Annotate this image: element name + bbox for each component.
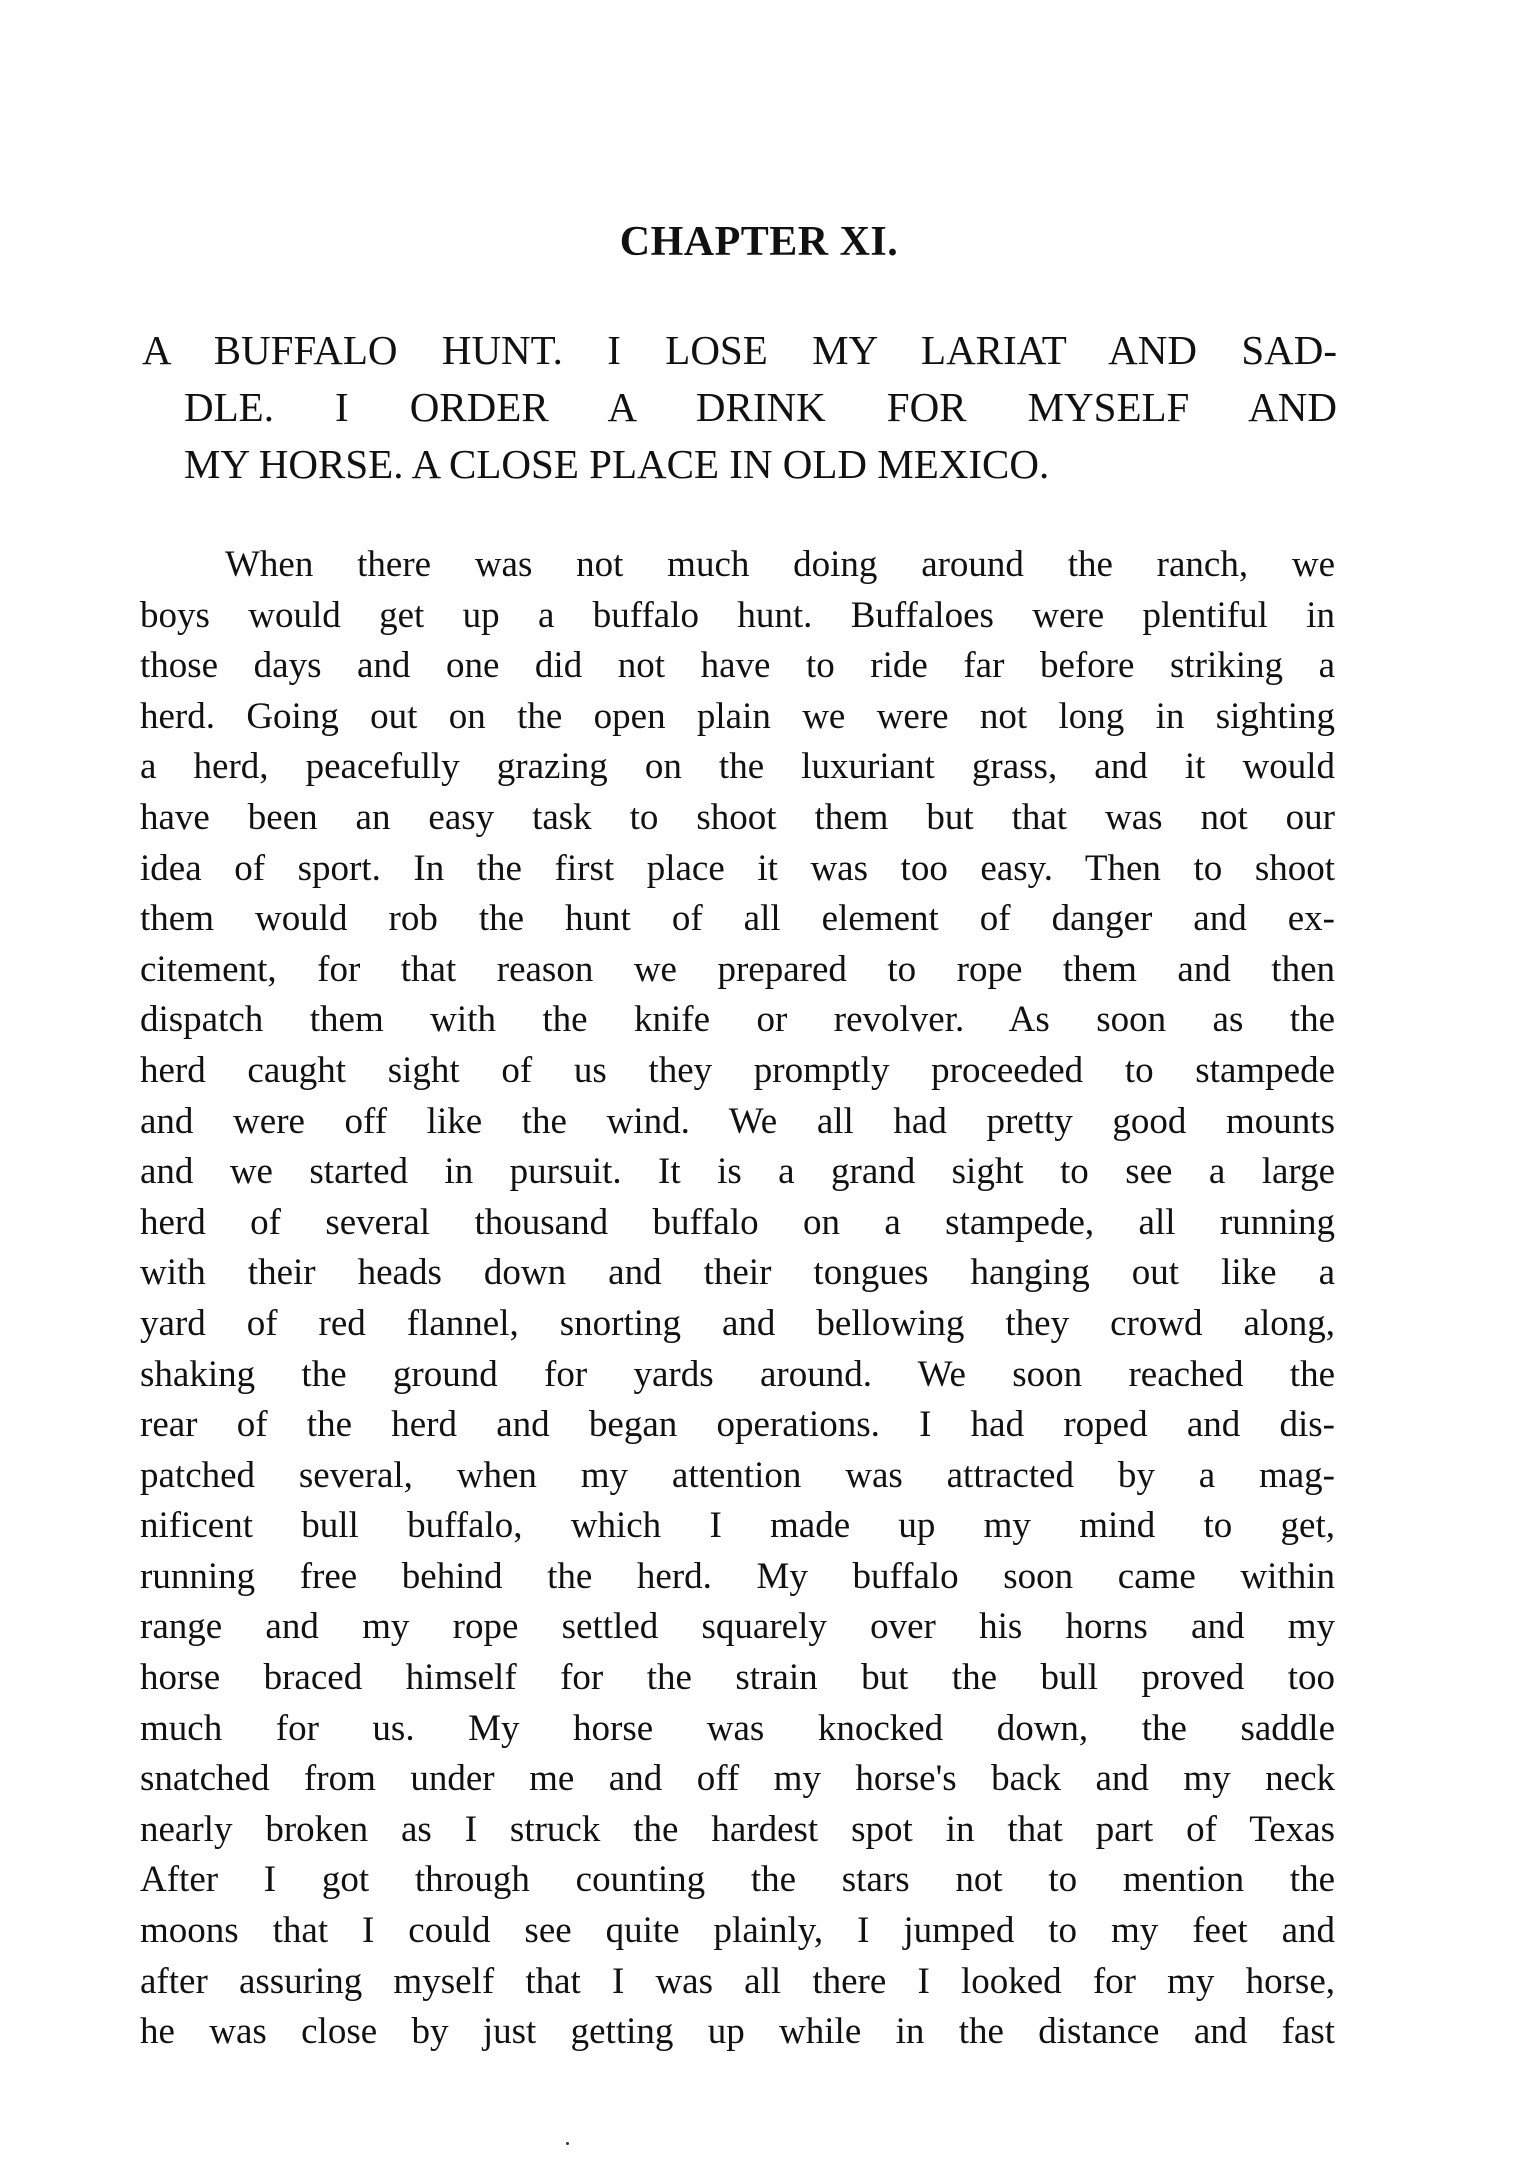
page-mark xyxy=(566,2142,569,2145)
body-text xyxy=(140,540,1335,2058)
chapter-title: CHAPTER XI. xyxy=(619,219,899,265)
text-line: After I got through counting the stars not to mention the xyxy=(140,1859,1335,1901)
text-line: them would rob the hunt of all element of danger and ex- xyxy=(140,898,1335,940)
text-line: herd of several thousand buffalo on a stampede, all running xyxy=(140,1201,1335,1243)
chapter-heading xyxy=(142,322,1337,493)
text-line: shaking the ground for yards around. We soon reached the xyxy=(140,1353,1335,1395)
text-line: a herd, peacefully grazing on the luxuriant grass, and it would xyxy=(140,746,1335,788)
text-line: herd. Going out on the open plain we were not long in sighting xyxy=(140,695,1335,737)
text-line: boys would get up a buffalo hunt. Buffaloes were plentiful in xyxy=(140,594,1335,636)
text-line: yard of red flannel, snorting and bellowing they crowd along, xyxy=(140,1302,1335,1344)
text-line: nearly broken as I struck the hardest spot in that part of Texas xyxy=(140,1808,1335,1850)
text-line: those days and one did not have to ride far before striking a xyxy=(140,645,1335,687)
text-line: and were off like the wind. We all had pretty good mounts xyxy=(140,1100,1335,1142)
text-line: idea of sport. In the first place it was too easy. Then to shoot xyxy=(140,847,1335,889)
heading-line: DLE. I ORDER A DRINK FOR MYSELF AND xyxy=(184,384,1337,430)
text-line: rear of the herd and began operations. I had roped and dis- xyxy=(140,1404,1335,1446)
text-line: horse braced himself for the strain but the bull proved too xyxy=(140,1657,1335,1699)
text-line: range and my rope settled squarely over his horns and my xyxy=(140,1606,1335,1648)
text-line: he was close by just getting up while in the distance and fast xyxy=(140,2011,1335,2053)
text-line: When there was not much doing around the ranch, we xyxy=(225,544,1335,585)
text-line: nificent bull buffalo, which I made up my mind to get, xyxy=(140,1505,1335,1547)
text-line: citement, for that reason we prepared to rope them and then xyxy=(140,948,1335,990)
text-line: with their heads down and their tongues hanging out like a xyxy=(140,1252,1335,1294)
text-line: dispatch them with the knife or revolver. As soon as the xyxy=(140,999,1335,1041)
text-line: snatched from under me and off my horse's back and my neck xyxy=(140,1758,1335,1800)
text-line: patched several, when my attention was attracted by a mag- xyxy=(140,1454,1335,1496)
heading-line: A BUFFALO HUNT. I LOSE MY LARIAT AND SAD- xyxy=(142,327,1337,373)
text-line: after assuring myself that I was all there I looked for my horse, xyxy=(140,1960,1335,2002)
text-line: moons that I could see quite plainly, I jumped to my feet and xyxy=(140,1910,1335,1952)
text-line: and we started in pursuit. It is a grand sight to see a large xyxy=(140,1151,1335,1193)
text-line: much for us. My horse was knocked down, the saddle xyxy=(140,1707,1335,1749)
text-line: herd caught sight of us they promptly proceeded to stampede xyxy=(140,1049,1335,1091)
heading-line: MY HORSE. A CLOSE PLACE IN OLD MEXICO. xyxy=(184,441,1050,487)
text-line: running free behind the herd. My buffalo soon came within xyxy=(140,1555,1335,1597)
text-line: have been an easy task to shoot them but that was not our xyxy=(140,796,1335,838)
